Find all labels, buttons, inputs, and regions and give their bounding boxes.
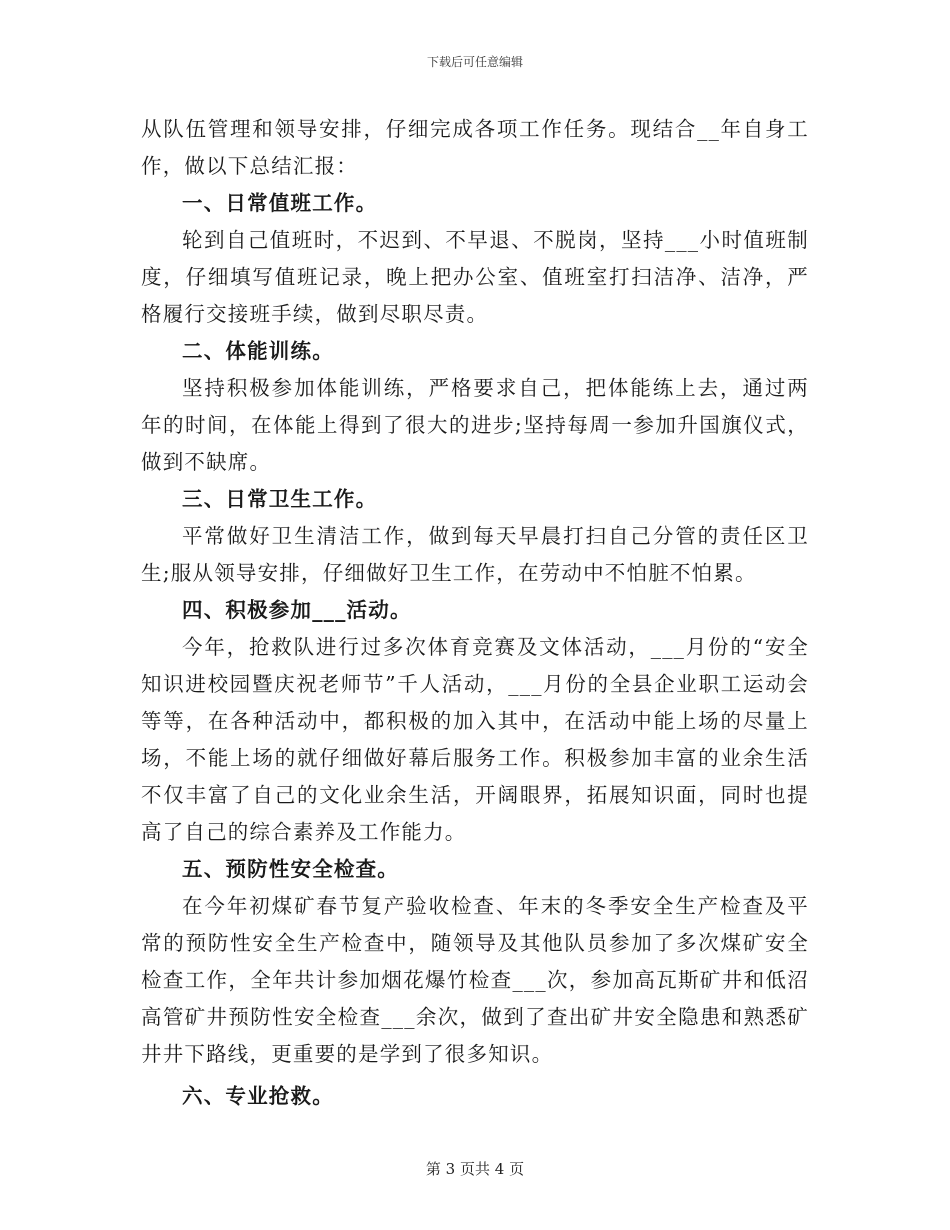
section-heading-2: 二、体能训练。 (182, 339, 334, 363)
section-heading-5: 五、预防性安全检查。 (182, 857, 399, 881)
section-heading-6: 六、专业抢救。 (182, 1084, 334, 1108)
paragraph-intro: 从队伍管理和领导安排，仔细完成各项工作任务。现结合__年自身工作，做以下总结汇报： (141, 117, 809, 178)
paragraph-activities: 今年，抢救队进行过多次体育竞赛及文体活动，___月份的“安全知识进校园暨庆祝老师节”千人活动，___月份的全县企业职工运动会等等，在各种活动中，都积极的加入其中，在活动中能上场的尽量上场，不能上场的就仔细做好幕后服务工作。积极参加丰富的业余生活不仅丰富了自己的文化业余生活，开阔眼界，拓展知识面，同时也提高了自己的综合素养及工作能力。 (141, 635, 809, 844)
paragraph-hygiene: 平常做好卫生清洁工作，做到每天早晨打扫自己分管的责任区卫生;服从领导安排，仔细做好卫生工作，在劳动中不怕脏不怕累。 (141, 524, 809, 585)
page-footer: 第 3 页共 4 页 (425, 1160, 525, 1178)
paragraph-training: 坚持积极参加体能训练，严格要求自己，把体能练上去，通过两年的时间，在体能上得到了很大的进步;坚持每周一参加升国旗仪式，做到不缺席。 (141, 376, 809, 474)
page-header: 下载后可任意编辑 (426, 55, 523, 69)
section-heading-4: 四、积极参加___活动。 (182, 598, 412, 622)
document-body (141, 111, 809, 1115)
paragraph-duty: 轮到自己值班时，不迟到、不早退、不脱岗，坚持___小时值班制度，仔细填写值班记录，晚上把办公室、值班室打扫洁净、洁净，严格履行交接班手续，做到尽职尽责。 (141, 228, 809, 326)
paragraph-inspection: 在今年初煤矿春节复产验收检查、年末的冬季安全生产检查及平常的预防性安全生产检查中，随领导及其他队员参加了多次煤矿安全检查工作，全年共计参加烟花爆竹检查___次，参加高瓦斯矿井和低沼高管矿井预防性安全检查___余次，做到了查出矿井安全隐患和熟悉矿井井下路线，更重要的是学到了很多知识。 (141, 894, 809, 1066)
section-heading-1: 一、日常值班工作。 (182, 191, 378, 215)
section-heading-3: 三、日常卫生工作。 (182, 487, 378, 511)
